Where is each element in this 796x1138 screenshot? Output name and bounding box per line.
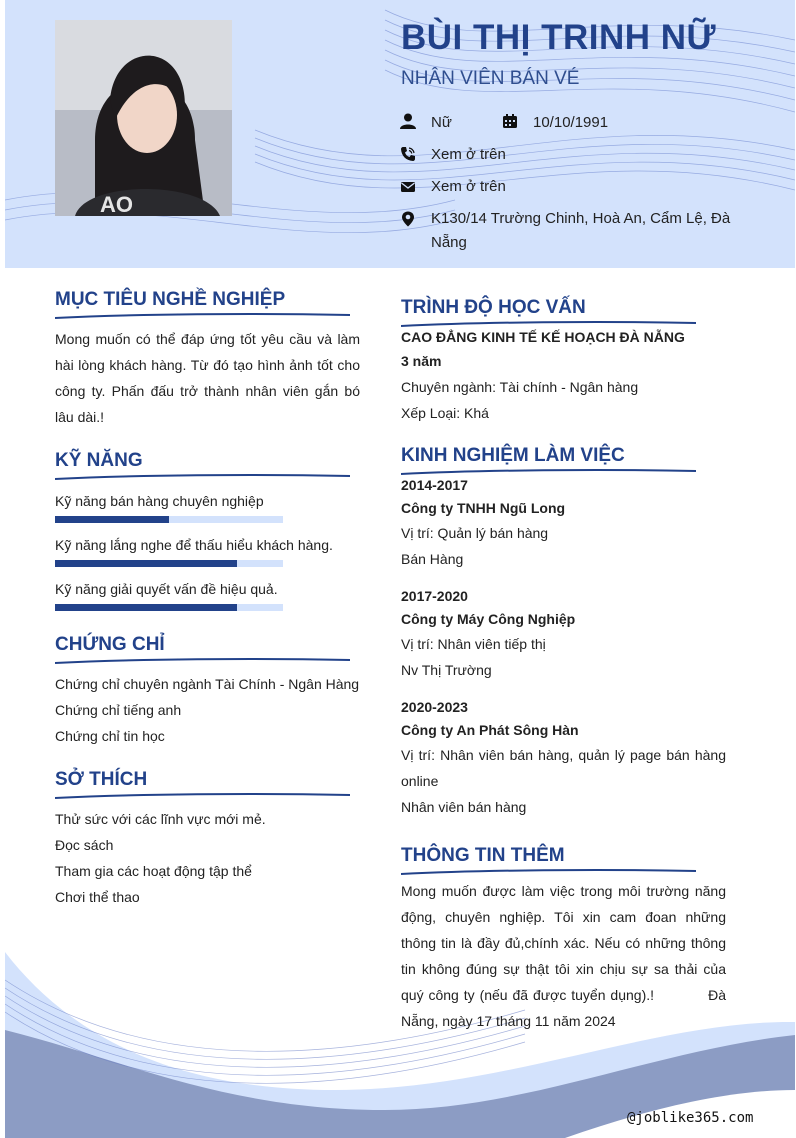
- skill-label: Kỹ năng giải quyết vấn đề hiệu quả.: [55, 581, 278, 597]
- certificate-item: Chứng chỉ tiếng anh: [55, 702, 182, 718]
- experience-desc: Nhân viên bán hàng: [401, 799, 527, 815]
- experience-title: KINH NGHIỆM LÀM VIỆC: [401, 445, 625, 466]
- skill-bar: [55, 516, 283, 523]
- address-value: K130/14 Trường Chinh, Hoà An, Cẩm Lệ, Đà Nẵng: [431, 210, 731, 251]
- resume-page: [5, 0, 795, 1138]
- certificates-title: CHỨNG CHỈ: [55, 634, 165, 655]
- experience-position: Vị trí: Nhân viên bán hàng, quản lý page bán hàng online: [401, 747, 726, 789]
- experience-desc: Bán Hàng: [401, 551, 464, 567]
- skill-item: [55, 536, 360, 567]
- education-grade: Xếp Loại: Khá: [401, 405, 489, 421]
- skill-label: Kỹ năng bán hàng chuyên nghiệp: [55, 493, 264, 509]
- certificate-item: Chứng chỉ tin học: [55, 728, 165, 744]
- experience-item: [401, 585, 726, 683]
- website-watermark: @joblike365.com: [627, 1110, 754, 1126]
- experience-company: Công ty Máy Công Nghiệp: [401, 611, 576, 627]
- objective-text: Mong muốn có thể đáp ứng tốt yêu cầu và làm hài lòng khách hàng. Từ đó tạo hình ảnh tốt cho công ty. Phấn đấu trở thành nhân viên gắn bó lâu dài.!: [55, 331, 360, 425]
- education-title: TRÌNH ĐỘ HỌC VẤN: [401, 297, 586, 318]
- experience-period: 2014-2017: [401, 477, 468, 493]
- envelope-icon: [400, 179, 416, 195]
- experience-position: Vị trí: Nhân viên tiếp thị: [401, 636, 546, 652]
- hobby-item: Đọc sách: [55, 837, 114, 853]
- title-underline: [55, 657, 350, 665]
- skills-title: KỸ NĂNG: [55, 450, 143, 471]
- education-major: Chuyên ngành: Tài chính - Ngân hàng: [401, 379, 639, 395]
- skill-item: [55, 580, 360, 611]
- skills-section: [55, 450, 360, 611]
- education-duration: 3 năm: [401, 353, 442, 369]
- experience-section: [401, 445, 726, 820]
- experience-company: Công ty TNHH Ngũ Long: [401, 500, 566, 516]
- birthdate-value: 10/10/1991: [533, 114, 609, 131]
- hobbies-section: [55, 769, 360, 910]
- calendar-icon: [502, 113, 518, 129]
- skill-bar: [55, 560, 283, 567]
- skill-label: Kỹ năng lắng nghe để thấu hiểu khách hàng.: [55, 537, 333, 553]
- profile-photo: [55, 20, 232, 216]
- title-underline: [55, 473, 350, 481]
- title-underline: [55, 312, 350, 320]
- hobby-item: Chơi thể thao: [55, 889, 140, 905]
- experience-period: 2020-2023: [401, 699, 468, 715]
- gender-value: Nữ: [431, 114, 452, 131]
- location-pin-icon: [400, 211, 416, 227]
- skill-bar-fill: [55, 516, 169, 523]
- title-underline: [55, 792, 350, 800]
- svg-text:AO: AO: [100, 192, 133, 216]
- phone-value: Xem ở trên: [431, 146, 506, 163]
- user-icon: [400, 113, 416, 129]
- additional-info-title: THÔNG TIN THÊM: [401, 845, 565, 866]
- additional-info-section: [401, 845, 730, 1034]
- candidate-name: BÙI THỊ TRINH NỮ: [401, 18, 717, 57]
- skill-bar: [55, 604, 283, 611]
- skill-bar-fill: [55, 604, 237, 611]
- certificate-item: Chứng chỉ chuyên ngành Tài Chính - Ngân Hàng: [55, 676, 360, 692]
- hobbies-title: SỞ THÍCH: [55, 769, 148, 790]
- experience-desc: Nv Thị Trường: [401, 662, 492, 678]
- experience-period: 2017-2020: [401, 588, 468, 604]
- phone-icon: [400, 146, 416, 162]
- objective-section: [55, 289, 360, 430]
- email-value: Xem ở trên: [431, 178, 506, 195]
- certificates-section: [55, 634, 360, 749]
- experience-item: [401, 696, 726, 820]
- experience-company: Công ty An Phát Sông Hàn: [401, 722, 579, 738]
- additional-info-text: Mong muốn được làm việc trong môi trường năng động, chuyên nghiệp. Tôi xin cam đoan những thông tin là đầy đủ,chính xác. Nếu có những thông tin không đúng sự thật tôi xin chịu sự sa thải của quý công ty (nếu đã được tuyển dụng).! Đà Nẵng, ngày 17 tháng 11 năm 2024: [401, 883, 730, 1029]
- job-title: NHÂN VIÊN BÁN VÉ: [401, 68, 580, 89]
- experience-position: Vị trí: Quản lý bán hàng: [401, 525, 549, 541]
- skill-bar-fill: [55, 560, 237, 567]
- experience-item: [401, 474, 726, 572]
- hobby-item: Thử sức với các lĩnh vực mới mẻ.: [55, 811, 266, 827]
- objective-title: MỤC TIÊU NGHỀ NGHIỆP: [55, 289, 286, 310]
- education-section: [401, 297, 726, 426]
- skill-item: [55, 492, 360, 523]
- school-name: CAO ĐẲNG KINH TẾ KẾ HOẠCH ĐÀ NẴNG: [401, 329, 685, 345]
- title-underline: [401, 868, 696, 876]
- header-band: [5, 0, 795, 268]
- hobby-item: Tham gia các hoạt động tập thể: [55, 863, 252, 879]
